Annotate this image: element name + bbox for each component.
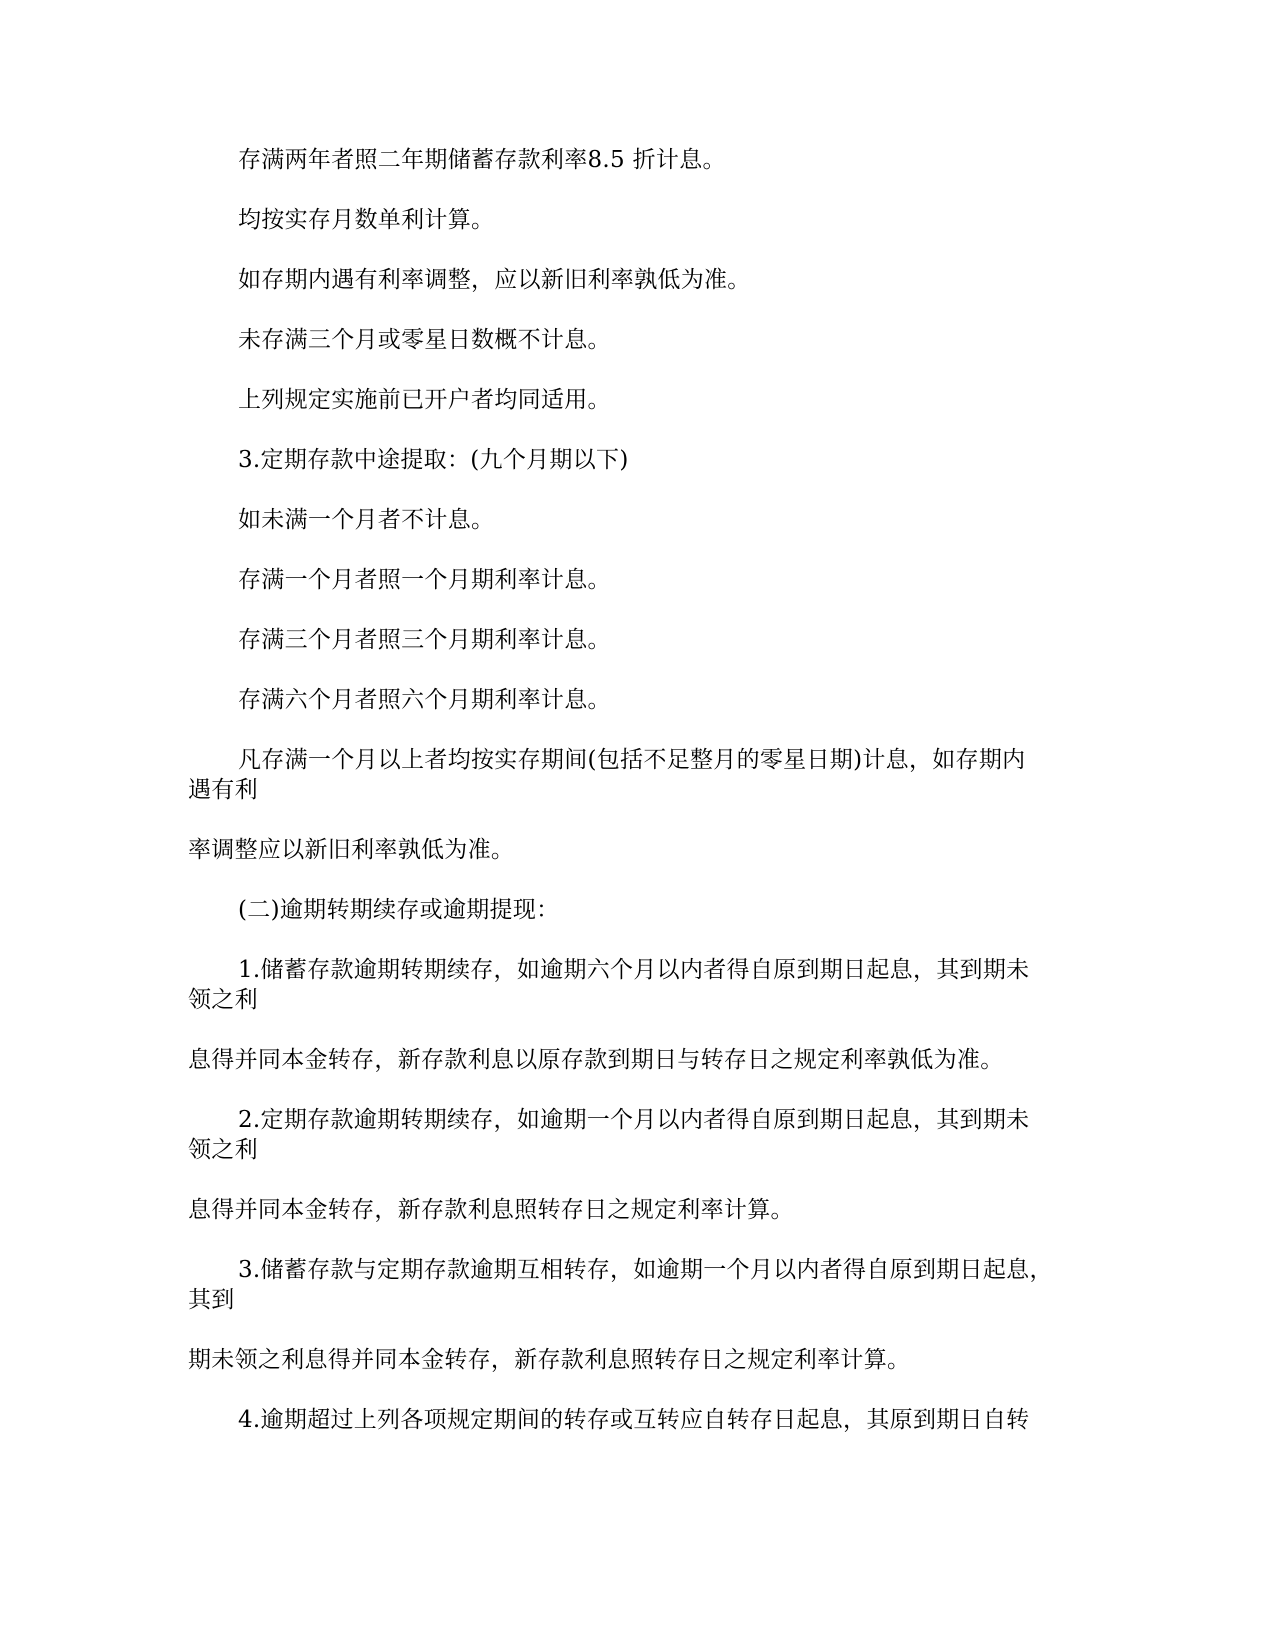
paragraph-line: 存满三个月者照三个月期利率计息。 xyxy=(238,627,611,653)
paragraph-line: 凡存满一个月以上者均按实存期间(包括不足整月的零星日期)计息，如存期内 xyxy=(238,747,1026,773)
paragraph-line: 未存满三个月或零星日数概不计息。 xyxy=(238,327,611,353)
paragraph-line: 均按实存月数单利计算。 xyxy=(238,207,495,233)
paragraph-line: 遇有利 xyxy=(188,777,258,803)
section-heading: (二)逾期转期续存或逾期提现： xyxy=(238,897,560,923)
paragraph-line: 领之利 xyxy=(188,987,258,1013)
paragraph-line: 存满两年者照二年期储蓄存款利率8.5 折计息。 xyxy=(238,147,726,173)
paragraph-line: 息得并同本金转存，新存款利息以原存款到期日与转存日之规定利率孰低为准。 xyxy=(188,1047,1004,1073)
paragraph-line: 3.储蓄存款与定期存款逾期互相转存，如逾期一个月以内者得自原到期日起息， xyxy=(238,1257,1053,1283)
paragraph-line: 存满六个月者照六个月期利率计息。 xyxy=(238,687,611,713)
paragraph-line: 4.逾期超过上列各项规定期间的转存或互转应自转存日起息，其原到期日自转 xyxy=(238,1407,1030,1433)
paragraph-line: 息得并同本金转存，新存款利息照转存日之规定利率计算。 xyxy=(188,1197,794,1223)
paragraph-line: 3.定期存款中途提取：(九个月期以下) xyxy=(238,447,629,473)
paragraph-line: 领之利 xyxy=(188,1137,258,1163)
paragraph-line: 上列规定实施前已开户者均同适用。 xyxy=(238,387,611,413)
paragraph-line: 如存期内遇有利率调整，应以新旧利率孰低为准。 xyxy=(238,267,751,293)
paragraph-line: 2.定期存款逾期转期续存，如逾期一个月以内者得自原到期日起息，其到期未 xyxy=(238,1107,1030,1133)
paragraph-line: 率调整应以新旧利率孰低为准。 xyxy=(188,837,515,863)
paragraph-line: 期未领之利息得并同本金转存，新存款利息照转存日之规定利率计算。 xyxy=(188,1347,911,1373)
paragraph-line: 其到 xyxy=(188,1287,235,1313)
paragraph-line: 存满一个月者照一个月期利率计息。 xyxy=(238,567,611,593)
paragraph-line: 如未满一个月者不计息。 xyxy=(238,507,495,533)
paragraph-line: 1.储蓄存款逾期转期续存，如逾期六个月以内者得自原到期日起息，其到期未 xyxy=(238,957,1030,983)
